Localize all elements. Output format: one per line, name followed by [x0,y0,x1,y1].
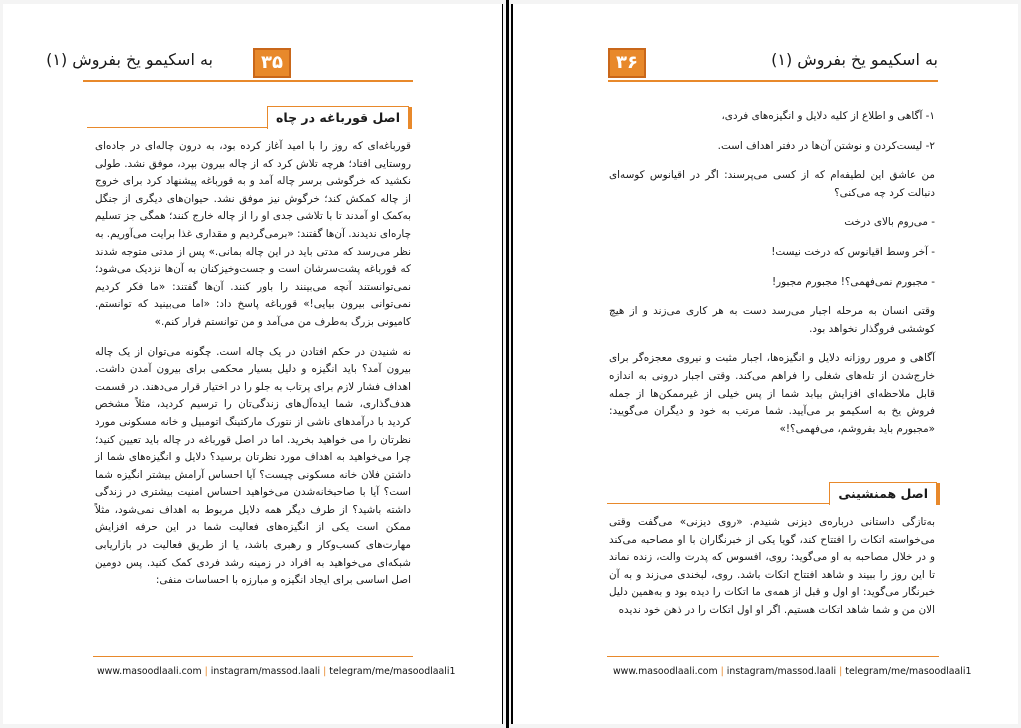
section-title: اصل قورباغه در چاه [267,106,409,129]
page-number-badge: ۳۶ [608,48,646,78]
footer-links: www.masoodlaali.com | instagram/massod.laali | telegram/me/masoodlaali1 [613,666,972,677]
header-rule [608,80,938,82]
right-page [511,4,1018,724]
body-text [609,108,935,450]
footer-telegram[interactable]: telegram/me/masoodlaali1 [329,666,456,677]
list-item: ۱- آگاهی و اطلاع از کلیه دلایل و انگیزه‌های فردی، [721,110,935,122]
paragraph: من عاشق این لطیفه‌ام که از کسی می‌پرسند: اگر در اقیانوس کوسه‌ای دنبالت کرد چه می‌کنی؟ [609,169,935,199]
paragraph: به‌تازگی داستانی درباره‌ی دیزنی شنیدم. «روی دیزنی» می‌گفت وقتی می‌خواسته اتکات را افتتاح کند، گویا یکی از خبرنگاران با او مصاحبه می‌کند و در خلال مصاحبه به او می‌گوید: روی، افسوس که پدرت والت، زنده نماند تا این روز را ببیند و شاهد افتتاح اتکات باشد. روی، لبخندی می‌زند و به آن خبرنگار می‌گوید: او اول و قبل از همه‌ی ما اتکات را دیده بود و به‌همین دلیل الان من و شما شاهد اتکات هستیم. اگر او اول اتکات را در ذهن خود ندیده [609,516,935,616]
footer-instagram[interactable]: instagram/massod.laali [210,666,321,677]
section-heading [87,106,409,128]
page-header [46,48,413,82]
footer-rule [607,656,939,657]
footer-instagram[interactable]: instagram/massod.laali [726,666,837,677]
dialogue-line: - مجبورم نمی‌فهمی؟! مجبورم مجبور! [771,275,935,288]
footer-website[interactable]: www.masoodlaali.com [613,666,718,677]
paragraph: وقتی انسان به مرحله اجبار می‌رسد دست به هر کاری می‌زند و از هیچ کوششی فروگذار نخواهد بود. [609,305,935,335]
book-spine [506,0,509,728]
body-text [95,138,411,602]
paragraph: آگاهی و مرور روزانه دلایل و انگیزه‌ها، اجبار مثبت و نیروی معجزه‌گر برای خارج‌شدن از تله‌های شغلی را فراهم می‌کند. وقتی اجبار درونی به اندازه قابل ملاحظه‌ای افزایش بیابد شما از پس خیلی از غیرممکن‌ها از جمله فروش یخ به اسکیمو بر می‌آیید. شما مرتب به خود و دیگران می‌گویید: «مجبورم باید بفروشم، می‌فهمی؟!» [609,352,935,435]
section-heading [607,482,937,504]
footer-rule [93,656,413,657]
body-text [609,514,935,632]
section-title: اصل همنشینی [829,482,937,505]
page-number-badge: ۳۵ [253,48,291,78]
page-header [608,48,938,82]
list-item: ۲- لیست‌کردن و نوشتن آن‌ها در دفتر اهداف است. [717,139,935,152]
left-page [3,4,503,724]
footer-website[interactable]: www.masoodlaali.com [97,666,202,677]
paragraph: قورباغه‌ای که روز را با امید آغاز کرده بود، به درون چاله‌ای در جاده‌ای روستایی افتاد؛ هرچه تلاش کرد که از چاله بیرون بپرد، موفق نشد. طولی نکشید که خرگوشی برسر چاله آمد و به قورباغه پیشنهاد کرد برای خروج از چاله کمکش کند؛ خرگوش نیز موفق نشد. حیوان‌های دیگری از جنگل به‌کمک او آمدند تا با تلاشی جدی او را از چاله خارج کنند؛ همگی جز تسلیم چاره‌ای ندیدند. آن‌ها گفتند: «برمی‌گردیم و مقداری غذا برایت می‌آوریم. به نظر می‌رسد که مدتی باید در این چاله بمانی.» پس از مدتی متوجه شدند که قورباغه پشت‌سرشان است و جست‌وخیزکنان به آن‌ها نزدیک می‌شود؛ نمی‌توانستند آنچه می‌بینند را باور کنند. آن‌ها گفتند: «ما فکر کردیم نمی‌توانی بیرون بیایی!» قورباغه پاسخ داد: «اما می‌بینید که توانستم. کامیونی بزرگ به‌طرف من می‌آمد و من توانستم فرار کنم.» [95,140,411,328]
header-rule [83,80,413,82]
paragraph: نه شنیدن در حکم افتادن در یک چاله است. چگونه می‌توان از یک چاله بیرون آمد؟ باید انگیزه و دلیل بسیار محکمی برای بیرون آمدن داشت. اهداف فشار لازم برای پرتاب به جلو را در اختیار قرار می‌دهند. در قسمت هدف‌گذاری، شما ایده‌آل‌های زندگی‌تان را ترسیم کردید، مثلاً مشخص کردید با درآمدهای ناشی از نتورک مارکتینگ اتومبیل و خانه مسکونی مورد نظرتان را می خواهید بخرید. اما در اصل قورباغه در چاله باید تعیین کنید؛ چرا می‌خواهید به اهداف مورد نظرتان برسید؟ دلایل و انگیزه‌های شما از داشتن فلان خانه مسکونی چیست؟ آیا احساس آرامش بیشتر انگیزه شما است؟ آیا با صاحبخانه‌شدن می‌خواهید احساس امنیت بیشتری در زندگی داشته باشید؟ از طرف دیگر همه دلایل مربوط به اهداف نمی‌شود، مثلاً ممکن است یکی از انگیزه‌های فعالیت شما در این حرفه افزایش مهارت‌های کسب‌وکار و رهبری باشد، یا از طریق فعالیت در بازاریابی شبکه‌ای می‌خواهید به افراد در زمینه رشد فردی کمک کنید. پس دومین اصل اساسی برای ایجاد انگیزه و مبارزه با احساسات منفی: [95,345,411,587]
dialogue-line: - می‌روم بالای درخت [844,216,935,229]
header-title: به اسکیمو یخ بفروش (۱) [771,50,938,69]
header-title: به اسکیمو یخ بفروش (۱) [46,50,213,69]
footer-telegram[interactable]: telegram/me/masoodlaali1 [845,666,972,677]
footer-links: www.masoodlaali.com | instagram/massod.laali | telegram/me/masoodlaali1 [97,666,456,677]
dialogue-line: - آخر وسط اقیانوس که درخت نیست! [771,245,935,258]
